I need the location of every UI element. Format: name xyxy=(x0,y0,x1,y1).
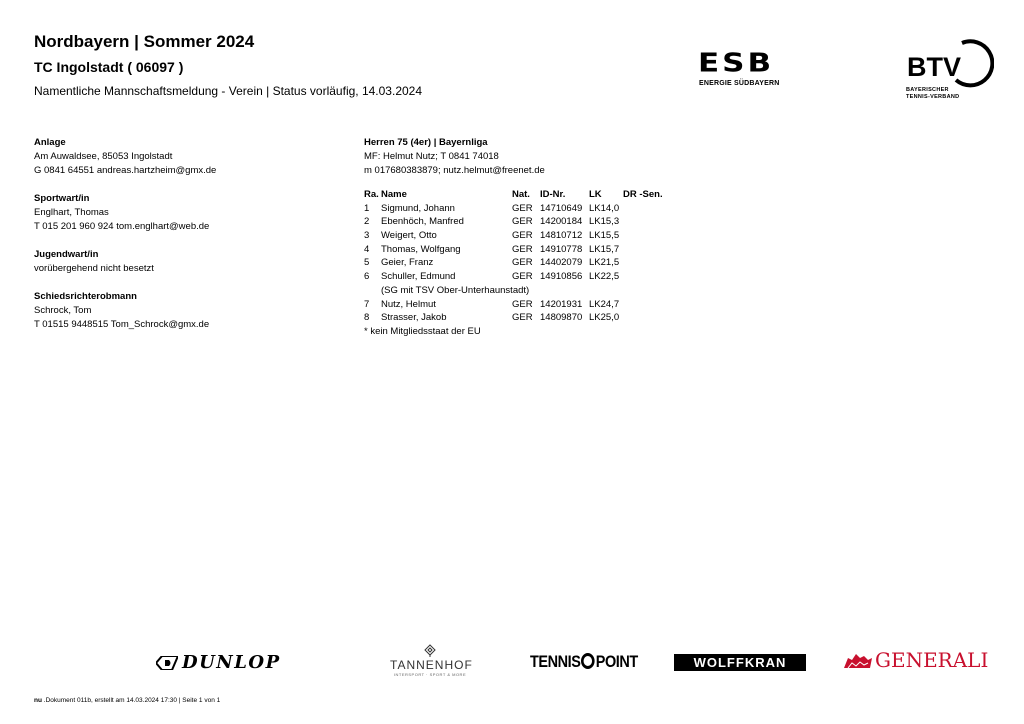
jugendwart-label: Jugendwart/in xyxy=(34,249,99,260)
sportwart-contact: T 015 201 960 924 tom.englhart@web.de xyxy=(34,221,210,232)
document-subtitle: Namentliche Mannschaftsmeldung - Verein | Status vorläufig, 14.03.2024 xyxy=(34,84,423,98)
cell-rank: 2 xyxy=(364,216,370,228)
generali-logo xyxy=(842,648,988,672)
dunlop-logo-text: DUNLOP xyxy=(182,652,281,673)
cell-nat: GER xyxy=(512,216,533,228)
cell-lk: LK14,0 xyxy=(589,202,620,214)
table-row xyxy=(364,202,620,217)
btv-logo xyxy=(904,36,994,118)
tennis-point-logo xyxy=(530,652,638,672)
header-id: ID-Nr. xyxy=(540,189,566,200)
sponsor-bar xyxy=(0,644,1024,684)
sportwart-block xyxy=(34,192,334,234)
tennis-ball-icon xyxy=(581,653,595,669)
schiedsrichter-block xyxy=(34,290,334,332)
btv-logo-text: BTV xyxy=(907,52,961,82)
table-row xyxy=(364,216,620,230)
club-name: TC Ingolstadt ( 06097 ) xyxy=(34,59,184,75)
btv-sub-line2: TENNIS-VERBAND xyxy=(906,94,960,100)
btv-logo-mark xyxy=(904,36,994,88)
cell-lk: LK21,5 xyxy=(589,257,620,269)
anlage-address: Am Auwaldsee, 85053 Ingolstadt xyxy=(34,151,173,162)
team-title: Herren 75 (4er) | Bayernliga xyxy=(364,137,488,148)
player-table xyxy=(364,189,663,340)
schiedsrichter-label: Schiedsrichterobmann xyxy=(34,291,137,302)
cell-name: Geier, Franz xyxy=(381,257,434,269)
tannenhof-logo xyxy=(390,644,473,677)
table-row xyxy=(364,257,620,271)
cell-name: Schuller, Edmund xyxy=(381,271,456,283)
cell-id: 14402079 xyxy=(540,257,583,269)
tennis-point-text-b: POINT xyxy=(595,652,638,671)
cell-name: Thomas, Wolfgang xyxy=(381,243,461,255)
cell-lk: LK22,5 xyxy=(589,271,620,283)
wolffkran-logo: WOLFFKRAN xyxy=(674,654,806,671)
table-row xyxy=(364,243,620,258)
esb-logo-text: ESB xyxy=(698,48,775,79)
page-title: Nordbayern | Sommer 2024 xyxy=(34,32,255,51)
cell-rank: 7 xyxy=(364,298,370,310)
dunlop-logo xyxy=(156,652,281,673)
tennis-point-text-a: TENNIS xyxy=(530,652,581,671)
tannenhof-logo-text: TANNENHOF xyxy=(390,658,473,672)
cell-name: Nutz, Helmut xyxy=(381,298,436,310)
cell-id: 14200184 xyxy=(540,216,583,228)
team-info xyxy=(364,136,684,178)
esb-logo-subtitle: ENERGIE SÜDBAYERN xyxy=(699,80,780,87)
cell-name: Weigert, Otto xyxy=(381,230,437,242)
cell-lk: LK15,7 xyxy=(589,243,620,255)
table-footnote: * kein Mitgliedsstaat der EU xyxy=(364,325,481,337)
cell-nat: GER xyxy=(512,271,533,283)
cell-rank: 6 xyxy=(364,271,370,283)
cell-nat: GER xyxy=(512,298,533,310)
jugendwart-block xyxy=(34,248,334,276)
generali-lion-icon xyxy=(842,650,874,670)
cell-id: 14809870 xyxy=(540,312,583,324)
header-name: Name xyxy=(381,189,407,200)
cell-name: Sigmund, Johann xyxy=(381,202,455,214)
cell-rank: 4 xyxy=(364,243,370,255)
cell-lk: LK25,0 xyxy=(589,312,620,324)
schiedsrichter-contact: T 01515 9448515 Tom_Schrock@gmx.de xyxy=(34,319,210,330)
header-rank: Ra. xyxy=(364,189,379,200)
table-row xyxy=(364,298,620,313)
table-row xyxy=(364,230,620,244)
btv-sub-line1: BAYERISCHER xyxy=(906,87,949,93)
cell-rank: 1 xyxy=(364,202,370,214)
team-captain-contact: m 017680383879; nutz.helmut@freenet.de xyxy=(364,165,545,176)
cell-rank: 5 xyxy=(364,257,370,269)
footer-brand: nu xyxy=(34,697,42,704)
cell-nat: GER xyxy=(512,243,533,255)
anlage-block xyxy=(34,136,334,178)
anlage-contact: G 0841 64551 andreas.hartzheim@gmx.de xyxy=(34,165,217,176)
cell-rank: 3 xyxy=(364,230,370,242)
cell-nat: GER xyxy=(512,312,533,324)
jugendwart-value: vorübergehend nicht besetzt xyxy=(34,263,154,274)
cell-lk: LK15,5 xyxy=(589,230,620,242)
anlage-label: Anlage xyxy=(34,137,66,148)
club-contacts xyxy=(34,136,334,346)
btv-logo-subtitle xyxy=(906,87,959,101)
cell-lk: LK15,3 xyxy=(589,216,620,228)
header-lk: LK xyxy=(589,189,602,200)
header-dr: DR -Sen. xyxy=(623,189,663,200)
cell-nat: GER xyxy=(512,257,533,269)
cell-name: Strasser, Jakob xyxy=(381,312,447,324)
cell-lk: LK24,7 xyxy=(589,298,620,310)
cell-id: 14710649 xyxy=(540,202,583,214)
tannenhof-emblem-icon xyxy=(423,644,437,658)
cell-nat: GER xyxy=(512,230,533,242)
table-row xyxy=(364,312,620,326)
table-row xyxy=(364,271,620,285)
sportwart-label: Sportwart/in xyxy=(34,193,90,204)
document-footer xyxy=(34,697,220,704)
cell-id: 14201931 xyxy=(540,298,583,310)
schiedsrichter-name: Schrock, Tom xyxy=(34,305,92,316)
tannenhof-logo-subtitle: INTERSPORT · SPORT & MORE xyxy=(393,672,467,677)
header-nat: Nat. xyxy=(512,189,530,200)
cell-id: 14910856 xyxy=(540,271,583,283)
table-header xyxy=(364,189,663,203)
sportwart-name: Englhart, Thomas xyxy=(34,207,109,218)
dunlop-flying-d-icon xyxy=(156,656,178,670)
cell-name: Ebenhöch, Manfred xyxy=(381,216,464,228)
cell-id: 14910778 xyxy=(540,243,583,255)
row-note: (SG mit TSV Ober-Unterhaunstadt) xyxy=(381,284,530,296)
footer-text: .Dokument 011b, erstellt am 14.03.2024 17:30 | Seite 1 von 1 xyxy=(43,697,221,704)
esb-logo xyxy=(698,48,798,92)
cell-id: 14810712 xyxy=(540,230,583,242)
team-captain: MF: Helmut Nutz; T 0841 74018 xyxy=(364,151,499,162)
generali-logo-text: GENERALI xyxy=(875,648,989,672)
cell-nat: GER xyxy=(512,202,533,214)
cell-rank: 8 xyxy=(364,312,370,324)
